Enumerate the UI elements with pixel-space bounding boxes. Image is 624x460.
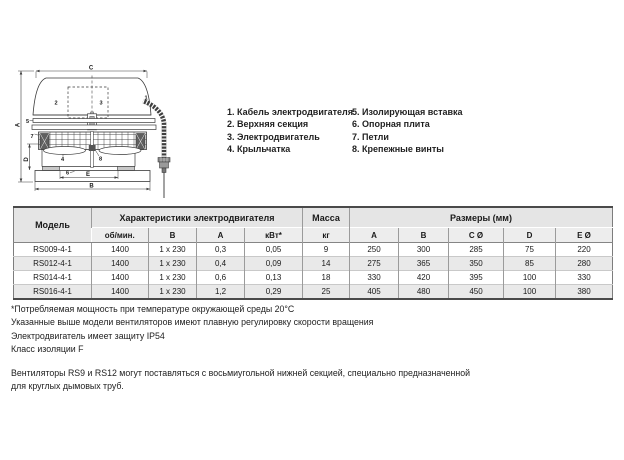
support-pads	[43, 167, 135, 171]
table-cell: 18	[303, 271, 350, 285]
table-cell: 285	[449, 243, 504, 257]
table-cell: 280	[556, 257, 613, 271]
table-cell: 395	[449, 271, 504, 285]
table-cell: 0,4	[197, 257, 245, 271]
part-marker-7: 7	[30, 133, 34, 140]
table-cell: RS016-4-1	[14, 285, 92, 300]
table-cell: 300	[399, 243, 449, 257]
table-cell: 330	[350, 271, 399, 285]
parts-list-item: 7. Петли	[352, 131, 389, 142]
table-cell: 85	[504, 257, 556, 271]
dimension-d	[27, 144, 39, 170]
footnotes	[11, 303, 591, 394]
table-cell: 405	[350, 285, 399, 300]
table-cell: 220	[556, 243, 613, 257]
part-marker-8: 8	[98, 156, 103, 163]
parts-list-item: 1. Кабель электродвигателя	[227, 107, 353, 117]
parts-list-item: 3. Электродвигатель	[227, 131, 320, 142]
table-cell: 1400	[92, 285, 149, 300]
fan-technical-drawing	[15, 58, 195, 211]
table-cell: 330	[556, 271, 613, 285]
parts-list-item: 6. Опорная плита	[352, 119, 430, 130]
table-cell: 1 x 230	[149, 285, 197, 300]
parts-list-left	[227, 106, 353, 155]
part-marker-5: 5	[25, 119, 30, 125]
parts-list-item: 2. Верхняя секция	[227, 119, 309, 130]
table-cell: 9	[303, 243, 350, 257]
footnote-paragraph-line: для круглых дымовых труб.	[11, 381, 124, 392]
sub-header-kw: кВт*	[245, 228, 303, 243]
footnote-line: *Потребляемая мощность при температуре окружающей среды 20°С	[11, 304, 295, 314]
table-cell: RS009-4-1	[14, 243, 92, 257]
table-sub-header-row	[14, 228, 613, 243]
col-header-model: Модель	[14, 207, 92, 243]
table-cell: 1400	[92, 243, 149, 257]
table-cell: RS012-4-1	[14, 257, 92, 271]
dim-label-a: A	[15, 122, 22, 128]
table-cell: 0,13	[245, 271, 303, 285]
table-row	[14, 285, 613, 300]
cable-gland	[158, 158, 170, 199]
footnote-line: Указанные выше модели вентиляторов имеют плавную регулировку скорости вращения	[11, 317, 374, 328]
table-cell: 0,29	[245, 285, 303, 300]
table-cell: 250	[350, 243, 399, 257]
sub-header-dim-c: C Ø	[449, 228, 504, 243]
sub-header-amps: А	[197, 228, 245, 243]
table-cell: RS014-4-1	[14, 271, 92, 285]
table-cell: 1 x 230	[149, 243, 197, 257]
dim-label-d: D	[23, 157, 30, 162]
table-cell: 450	[449, 285, 504, 300]
sub-header-volts: В	[149, 228, 197, 243]
table-cell: 0,6	[197, 271, 245, 285]
dim-label-e: E	[85, 172, 91, 178]
table-cell: 420	[399, 271, 449, 285]
sub-header-rpm: об/мин.	[92, 228, 149, 243]
footnote-line: Класс изоляции F	[11, 343, 84, 354]
part-marker-4: 4	[60, 156, 65, 163]
parts-list-item: 5. Изолирующая вставка	[352, 107, 463, 117]
table-cell: 1,2	[197, 285, 245, 300]
fan-diagram-svg	[15, 58, 195, 206]
table-cell: 0,3	[197, 243, 245, 257]
table-cell: 380	[556, 285, 613, 300]
table-cell: 1400	[92, 257, 149, 271]
part-marker-1: 1	[144, 95, 148, 102]
table-cell: 0,05	[245, 243, 303, 257]
table-cell: 0,09	[245, 257, 303, 271]
col-header-mass: Масса	[303, 207, 350, 228]
sub-header-dim-e: E Ø	[556, 228, 613, 243]
table-group-header-row	[14, 207, 613, 228]
footnote-line: Электродвигатель имеет защиту IP54	[11, 330, 165, 341]
col-header-dimensions: Размеры (мм)	[350, 207, 613, 228]
table-cell: 275	[350, 257, 399, 271]
base-plate	[35, 171, 150, 182]
table-cell: 350	[449, 257, 504, 271]
spec-table	[13, 206, 613, 300]
part-marker-3: 3	[99, 100, 103, 107]
col-header-motor-specs: Характеристики электродвигателя	[92, 207, 303, 228]
table-row	[14, 243, 613, 257]
table-cell: 100	[504, 271, 556, 285]
part-marker-6: 6	[65, 170, 70, 177]
table-cell: 1 x 230	[149, 271, 197, 285]
dim-label-b: B	[89, 183, 94, 190]
sub-header-dim-b: B	[399, 228, 449, 243]
table-cell: 14	[303, 257, 350, 271]
parts-list-right	[352, 106, 463, 155]
table-cell: 100	[504, 285, 556, 300]
sub-header-dim-a: A	[350, 228, 399, 243]
table-cell: 1 x 230	[149, 257, 197, 271]
dim-label-c: C	[88, 65, 94, 72]
sub-header-dim-d: D	[504, 228, 556, 243]
part-marker-2: 2	[54, 100, 58, 107]
parts-list-item: 4. Крыльчатка	[227, 143, 291, 154]
sub-header-kg: кг	[303, 228, 350, 243]
table-row	[14, 257, 613, 271]
table-row	[14, 271, 613, 285]
parts-list-item: 8. Крепежные винты	[352, 143, 444, 154]
footnote-paragraph-line: Вентиляторы RS9 и RS12 могут поставляться с восьмиугольной нижней секцией, специально предназначенной	[11, 368, 471, 379]
table-cell: 25	[303, 285, 350, 300]
table-cell: 365	[399, 257, 449, 271]
table-cell: 480	[399, 285, 449, 300]
table-cell: 1400	[92, 271, 149, 285]
table-cell: 75	[504, 243, 556, 257]
